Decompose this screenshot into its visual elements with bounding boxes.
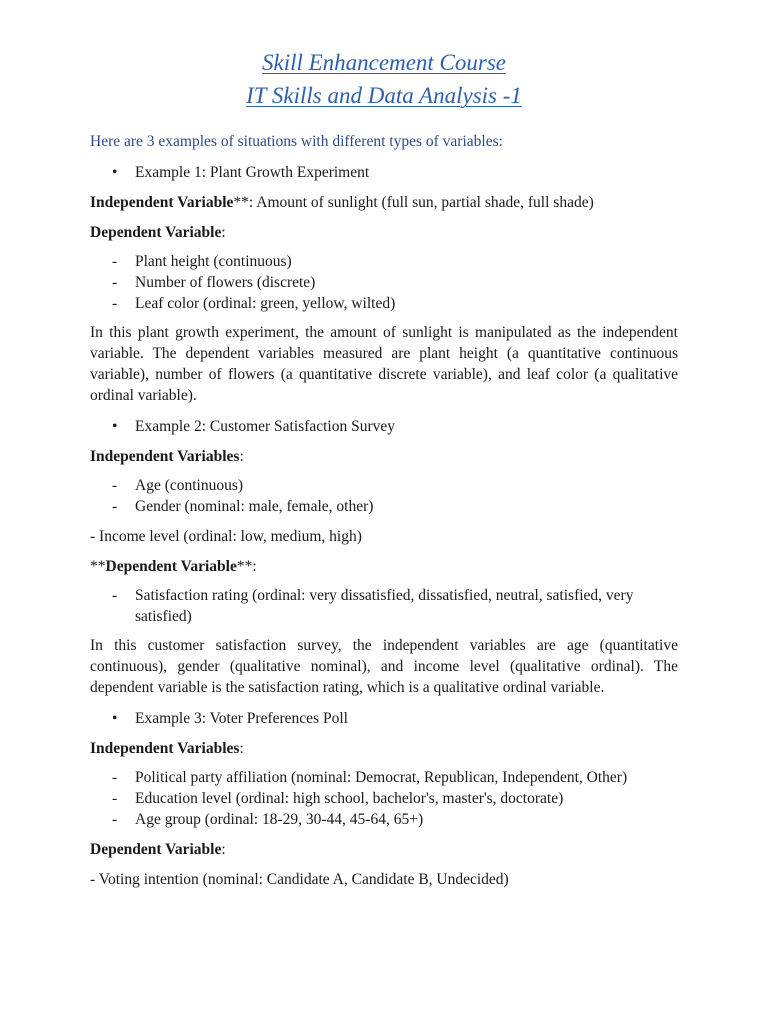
example3-dependent-heading bbox=[90, 839, 678, 860]
example2-independent-heading bbox=[90, 446, 678, 467]
example2-income-line: - Income level (ordinal: low, medium, high) bbox=[90, 528, 362, 545]
list-item: - Education level (ordinal: high school, bachelor's, master's, doctorate) bbox=[90, 788, 678, 809]
example3-bullet: • Example 3: Voter Preferences Poll bbox=[90, 708, 678, 729]
example3-iv-label: Independent Variables bbox=[90, 740, 240, 757]
example1-independent-variable bbox=[90, 192, 678, 213]
example2-iv-label: Independent Variables bbox=[90, 448, 240, 465]
example2-dependent-heading bbox=[90, 556, 678, 577]
list-item: - Gender (nominal: male, female, other) bbox=[90, 496, 678, 517]
example3-voting-line: - Voting intention (nominal: Candidate A, Candidate B, Undecided) bbox=[90, 871, 509, 888]
example2-dv-suffix: **: bbox=[236, 558, 257, 575]
example2-independent-list bbox=[90, 475, 678, 517]
example1-dv-colon: : bbox=[221, 224, 226, 241]
list-item: - Age group (ordinal: 18-29, 30-44, 45-64, 65+) bbox=[90, 809, 678, 830]
example1-dependent-heading bbox=[90, 222, 678, 243]
example3-independent-heading bbox=[90, 738, 678, 759]
intro-text: Here are 3 examples of situations with different types of variables: bbox=[90, 133, 503, 150]
example3-iv-colon: : bbox=[239, 740, 244, 757]
example2-bullet: • Example 2: Customer Satisfaction Survey bbox=[90, 416, 678, 437]
example2-dependent-list bbox=[90, 585, 678, 627]
example1-bullet: • Example 1: Plant Growth Experiment bbox=[90, 162, 678, 183]
example1-paragraph: In this plant growth experiment, the amount of sunlight is manipulated as the independent variable. The dependent variables measured are plant height (a quantitative continuous variable), number of flowers (a quantitative discrete variable), and leaf color (a qualitative ordinal variable). bbox=[90, 324, 678, 404]
example1-dv-label: Dependent Variable bbox=[90, 224, 222, 241]
example2-dv-label: Dependent Variable bbox=[105, 558, 237, 575]
example1-iv-label: Independent Variable bbox=[90, 194, 234, 211]
example2-paragraph: In this customer satisfaction survey, the independent variables are age (quantitative continuous), gender (qualitative nominal), and income level (qualitative ordinal). The dependent variable is the satisfaction rating, which is a qualitative ordinal variable. bbox=[90, 637, 678, 696]
course-subtitle: IT Skills and Data Analysis -1 bbox=[246, 83, 522, 108]
list-item: - Leaf color (ordinal: green, yellow, wilted) bbox=[90, 293, 678, 314]
list-item: - Age (continuous) bbox=[90, 475, 678, 496]
example1-dependent-list bbox=[90, 251, 678, 314]
title-block bbox=[90, 0, 678, 112]
example3-dv-label: Dependent Variable bbox=[90, 841, 222, 858]
list-item: - Satisfaction rating (ordinal: very dissatisfied, dissatisfied, neutral, satisfied, very satisfied) bbox=[90, 585, 678, 627]
course-title: Skill Enhancement Course bbox=[261, 50, 506, 75]
example3-independent-list bbox=[90, 767, 678, 830]
list-item: - Number of flowers (discrete) bbox=[90, 272, 678, 293]
example3-dv-colon: : bbox=[221, 841, 226, 858]
list-item: - Political party affiliation (nominal: Democrat, Republican, Independent, Other) bbox=[90, 767, 678, 788]
list-item: - Plant height (continuous) bbox=[90, 251, 678, 272]
example1-iv-text: **: Amount of sunlight (full sun, partial shade, full shade) bbox=[233, 194, 594, 211]
example2-iv-colon: : bbox=[239, 448, 244, 465]
example2-dv-prefix: ** bbox=[90, 558, 106, 575]
